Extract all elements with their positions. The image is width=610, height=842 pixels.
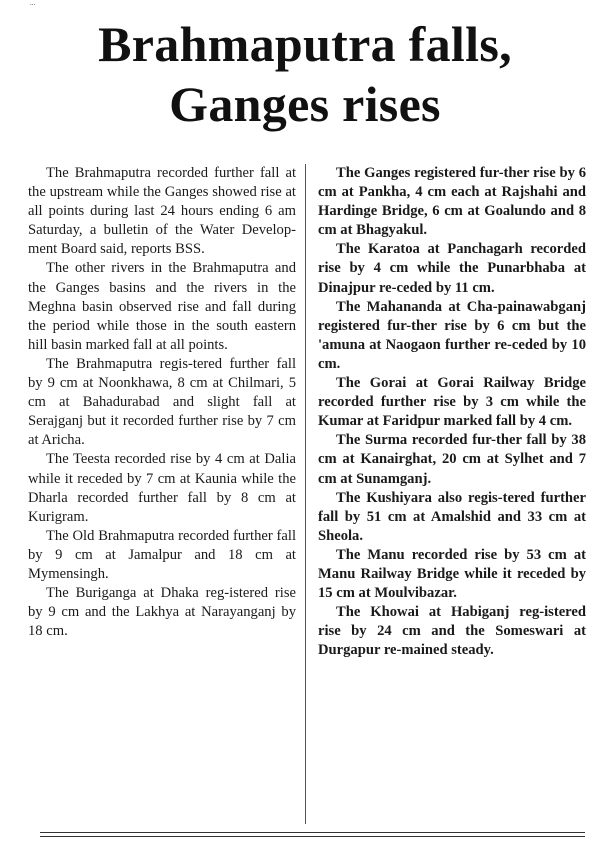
headline (0, 14, 610, 134)
headline-line-2: Ganges rises (169, 76, 441, 132)
paragraph: The Khowai at Habiganj reg-istered rise by 24 cm and the Someswari at Durgapur re-mained steady. (318, 604, 586, 659)
left-column (28, 164, 296, 641)
paragraph: The Manu recorded rise by 53 cm at Manu Railway Bridge while it receded by 15 cm at Moulvibazar. (318, 546, 586, 602)
paragraph: The Buriganga at Dhaka reg-istered rise by 9 cm and the Lakhya at Narayanganj by 18 cm. (28, 585, 296, 640)
bottom-rule (40, 832, 585, 837)
paragraph: The Old Brahmaputra recorded further fall by 9 cm at Jamalpur and 18 cm at Mymensingh. (28, 527, 296, 582)
column-divider (305, 164, 306, 824)
paragraph: The Kushiyara also regis-tered further fall by 51 cm at Amalshid and 33 cm at Sheola. (318, 489, 586, 544)
paragraph: The other rivers in the Brahmaputra and the Ganges basins and the rivers in the Meghna basin observed rise and fall during the period while those in the south eastern hill basin marked fall at all points. (28, 260, 296, 353)
paragraph: The Ganges registered fur-ther rise by 6 cm at Pankha, 4 cm each at Rajshahi and Hardinge Bridge, 6 cm at Goalundo and 8 cm at Bhagyakul. (318, 165, 586, 239)
paragraph: The Surma recorded fur-ther fall by 38 cm at Kanairghat, 20 cm at Sylhet and 7 cm at Sunamganj. (318, 432, 586, 487)
header-strip: ... (30, 0, 36, 7)
paragraph: The Karatoa at Panchagarh recorded rise by 4 cm while the Punarbhaba at Dinajpur re-ceded by 11 cm. (318, 241, 586, 296)
right-column (318, 164, 586, 660)
headline-line-1: Brahmaputra falls, (98, 16, 512, 72)
paragraph: The Mahananda at Cha-painawabganj registered fur-ther rise by 6 cm but the 'amuna at Naogaon further re-ceded by 10 cm. (318, 298, 586, 372)
paragraph: The Brahmaputra regis-tered further fall by 9 cm at Noonkhawa, 8 cm at Chilmari, 5 cm at Bahadurabad and slight fall at Serajganj but it recorded further rise by 7 cm at Aricha. (28, 355, 296, 449)
paragraph: The Teesta recorded rise by 4 cm at Dalia while it receded by 7 cm at Kaunia while the Dharla recorded further fall by 8 cm at Kurigram. (28, 451, 296, 525)
paragraph: The Gorai at Gorai Railway Bridge recorded further rise by 3 cm while the Kumar at Faridpur marked fall by 4 cm. (318, 375, 586, 430)
paragraph: The Brahmaputra recorded further fall at the upstream while the Ganges showed rise at all points during last 24 hours ending 6 am Saturday, a bulletin of the Water Develop-ment Board said, reports BSS. (28, 165, 296, 258)
